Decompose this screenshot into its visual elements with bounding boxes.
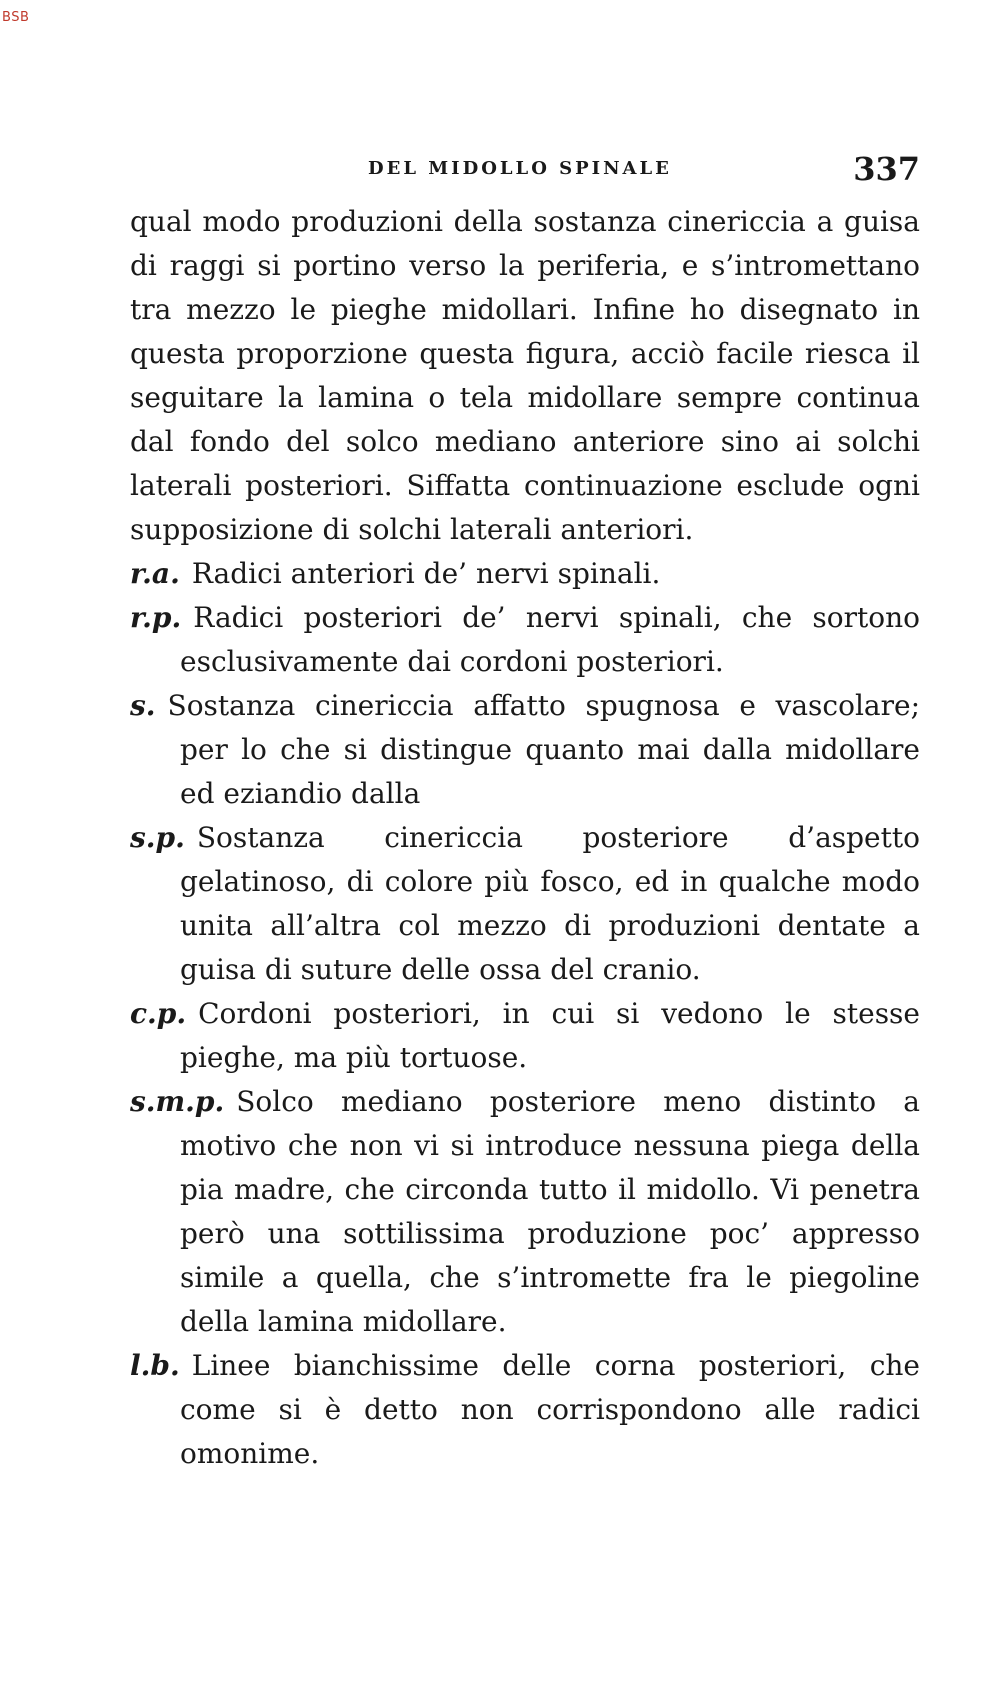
legend-text: Sostanza cinericcia posteriore d’aspetto gelatinoso, di colore più fosco, ed in qualche modo unita all’altra col mezzo di produzioni dentate a guisa di suture delle ossa del cranio. xyxy=(180,821,920,986)
legend-label: s.p. xyxy=(130,821,185,854)
legend-entry-cp xyxy=(130,992,920,1080)
legend-label: s.m.p. xyxy=(130,1085,225,1118)
intro-paragraph: qual modo produzioni della sostanza cinericcia a guisa di raggi si portino verso la periferia, e s’intromettano tra mezzo le pieghe midollari. Infine ho disegnato in questa proporzione questa figura, acciò facile riesca il seguitare la lamina o tela midollare sempre continua dal fondo del solco mediano anteriore sino ai solchi laterali posteriori. Siffatta continuazione esclude ogni supposizione di solchi laterali anteriori. xyxy=(130,205,920,546)
legend-entry-smp xyxy=(130,1080,920,1344)
legend-label: c.p. xyxy=(130,997,187,1030)
legend-entry-lb xyxy=(130,1344,920,1476)
legend-label: r.a. xyxy=(130,557,180,590)
legend-entry-sp xyxy=(130,816,920,992)
legend-text: Solco mediano posteriore meno distinto a motivo che non vi si introduce nessuna piega della pia madre, che circonda tutto il midollo. Vi penetra però una sottilissima produzione poc’ appresso simile a quella, che s’intromette fra le piegoline della lamina midollare. xyxy=(180,1085,920,1338)
library-watermark: BSB xyxy=(2,10,30,25)
legend-label: r.p. xyxy=(130,601,182,634)
legend-entry-s xyxy=(130,684,920,816)
page-number: 337 xyxy=(853,150,920,188)
legend-text: Radici posteriori de’ nervi spinali, che sortono esclusivamente dai cordoni posteriori. xyxy=(180,601,920,678)
legend-text: Radici anteriori de’ nervi spinali. xyxy=(191,557,661,590)
legend-text: Sostanza cinericcia affatto spugnosa e vascolare; per lo che si distingue quanto mai dalla midollare ed eziandio dalla xyxy=(167,689,920,810)
legend-text: Linee bianchissime delle corna posteriori, che come si è detto non corrispondono alle radici omonime. xyxy=(180,1349,920,1470)
legend-entry-ra xyxy=(130,552,920,596)
legend-entry-rp xyxy=(130,596,920,684)
running-title: DEL MIDOLLO SPINALE xyxy=(368,158,672,179)
legend-label: s. xyxy=(130,689,156,722)
page-body xyxy=(130,200,920,1476)
legend-label: l.b. xyxy=(130,1349,180,1382)
legend-text: Cordoni posteriori, in cui si vedono le stesse pieghe, ma più tortuose. xyxy=(180,997,920,1074)
